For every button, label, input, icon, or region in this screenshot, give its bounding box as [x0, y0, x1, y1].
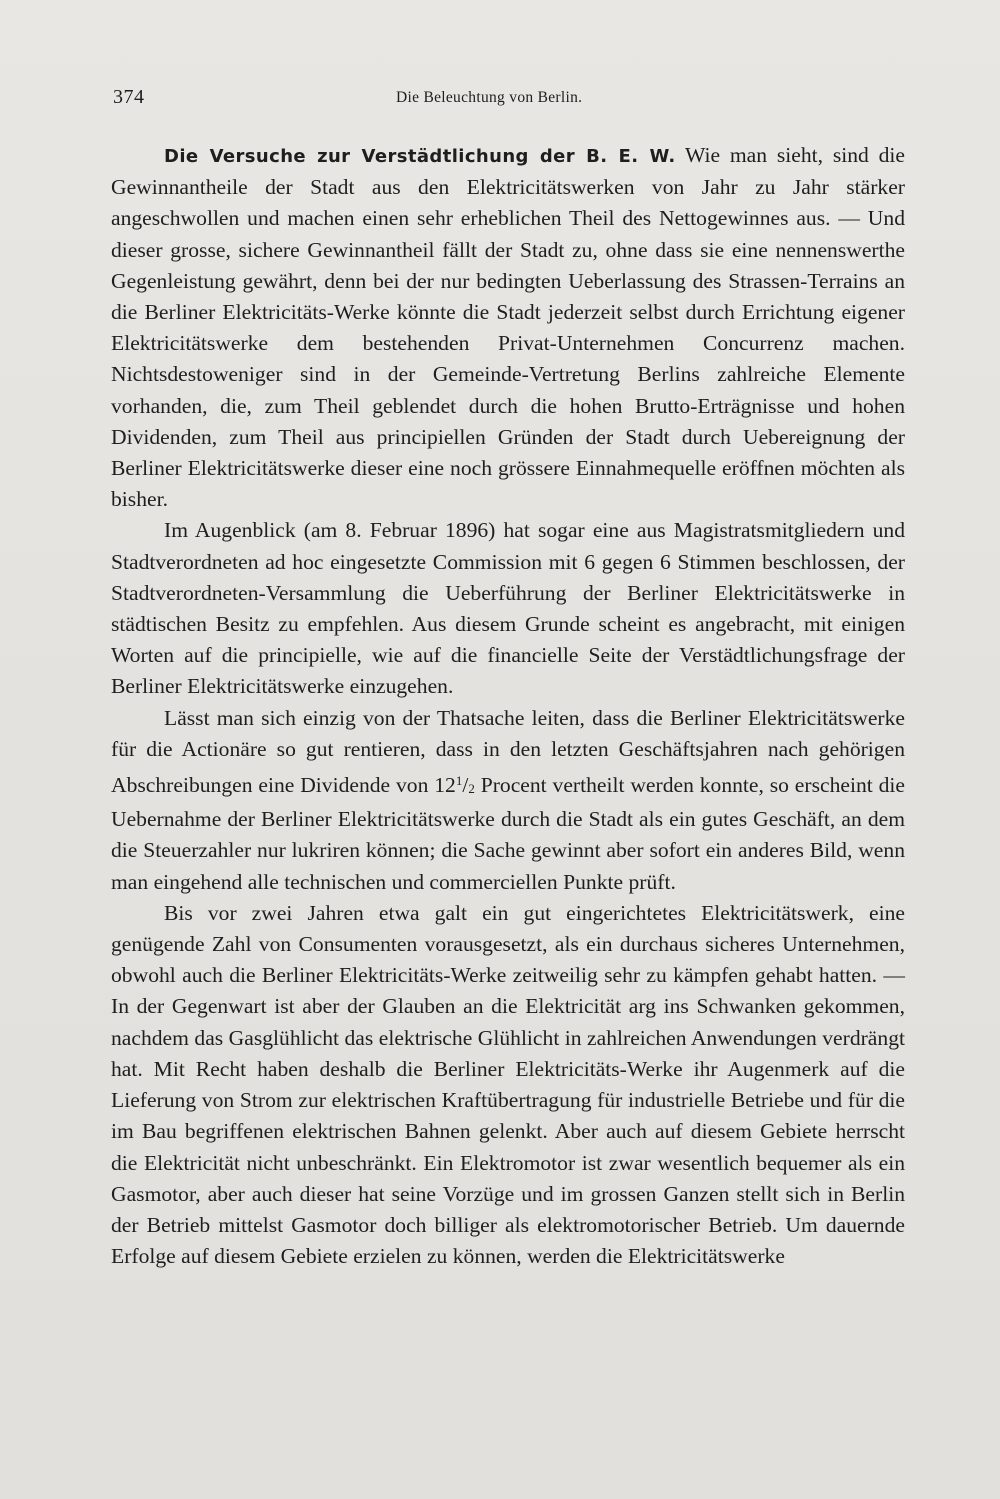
running-head [113, 86, 905, 110]
fraction-denominator: 2 [468, 781, 475, 797]
fraction-separator: / [462, 773, 469, 798]
paragraph-2-text: Im Augenblick (am 8. Februar 1896) hat sogar eine aus Magistratsmitgliedern und Stadtverordneten ad hoc eingesetzte Commission mit 6 gegen 6 Stimmen beschlossen, der Stadtverordneten-Versammlung die Ueberführung der Berliner Elektricitätswerke in städtischen Besitz zu empfehlen. Aus diesem Grunde scheint es angebracht, mit einigen Worten auf die principielle, wie auf die financielle Seite der Verstädtlichungsfrage der Berliner Elektricitätswerke einzugehen. [111, 518, 905, 699]
body-text [111, 140, 905, 1272]
paragraph-4-text: Bis vor zwei Jahren etwa galt ein gut eingerichtetes Elektricitätswerk, eine genügende Zahl von Consumenten vorausgesetzt, als ein durchaus sicheres Unternehmen, obwohl auch die Berliner Elektricitäts-Werke zeitweilig sehr zu kämpfen gehabt hatten. — In der Gegenwart ist aber der Glauben an die Elektricität arg ins Schwanken gekommen, nachdem das Gasglühlicht das elektrische Glühlicht in zahlreichen Anwendungen verdrängt hat. Mit Recht haben deshalb die Berliner Elektricitäts-Werke ihr Augenmerk auf die Lieferung von Strom zur elektrischen Kraftübertragung für industrielle Betriebe und für die im Bau begriffenen elektrischen Bahnen gelenkt. Aber auch auf diesem Gebiete herrscht die Elektricität nicht unbeschränkt. Ein Elektromotor ist zwar wesentlich bequemer als ein Gasmotor, aber auch dieser hat seine Vorzüge und im grossen Ganzen stellt sich in Berlin der Betrieb mittelst Gasmotor doch billiger als elektromotorischer Betrieb. Um dauernde Erfolge auf diesem Gebiete erzielen zu können, werden die Elektricitätswerke [111, 900, 905, 1269]
paragraph-1 [111, 140, 905, 515]
paragraph-2 [111, 515, 905, 702]
paragraph-1-text: Wie man sieht, sind die Gewinnantheile der Stadt aus den Elektricitätswerken von Jahr zu Jahr stärker angeschwollen und machen einen sehr erheblichen Theil des Nettogewinnes aus. — Und dieser grosse, sichere Gewinnantheil fällt der Stadt zu, ohne dass sie eine nennenswerthe Gegenleistung gewährt, denn bei der nur bedingten Ueberlassung des Strassen-Terrains an die Berliner Elektricitäts-Werke könnte die Stadt jederzeit selbst durch Errichtung eigener Elektricitätswerke dem bestehenden Privat-Unternehmen Concurrenz machen. Nichtsdestoweniger sind in der Gemeinde-Vertretung Berlins zahlreiche Elemente vorhanden, die, zum Theil geblendet durch die hohen Brutto-Erträgnisse und hohen Dividenden, zum Theil aus principiellen Gründen der Stadt durch Uebereignung der Berliner Elektricitätswerke dieser eine noch grössere Einnahmequelle eröffnen möchten als bisher. [111, 143, 905, 512]
running-title: Die Beleuchtung von Berlin. [396, 89, 583, 106]
paragraph-3-text-after: Procent vertheilt werden konnte, so erscheint die Uebernahme der Berliner Elektricitätswerke durch die Stadt als ein gutes Geschäft, an dem die Steuerzahler nur lukriren können; die Sache gewinnt aber sofort ein anderes Bild, wenn man eingehend alle technischen und commerciellen Punkte prüft. [111, 773, 905, 894]
fraction-numerator: 1 [455, 773, 463, 789]
paragraph-3 [111, 703, 905, 898]
paragraph-4 [111, 898, 905, 1272]
section-heading: Die Versuche zur Verstädtlichung der B. E. W. [164, 146, 676, 167]
paragraph-3-text-before: Lässt man sich einzig von der Thatsache leiten, dass die Berliner Elektricitätswerke für die Actionäre so gut rentieren, dass in den letzten Geschäftsjahren nach gehörigen Abschreibungen eine Dividende von 12 [111, 705, 905, 798]
page-number: 374 [113, 86, 145, 108]
